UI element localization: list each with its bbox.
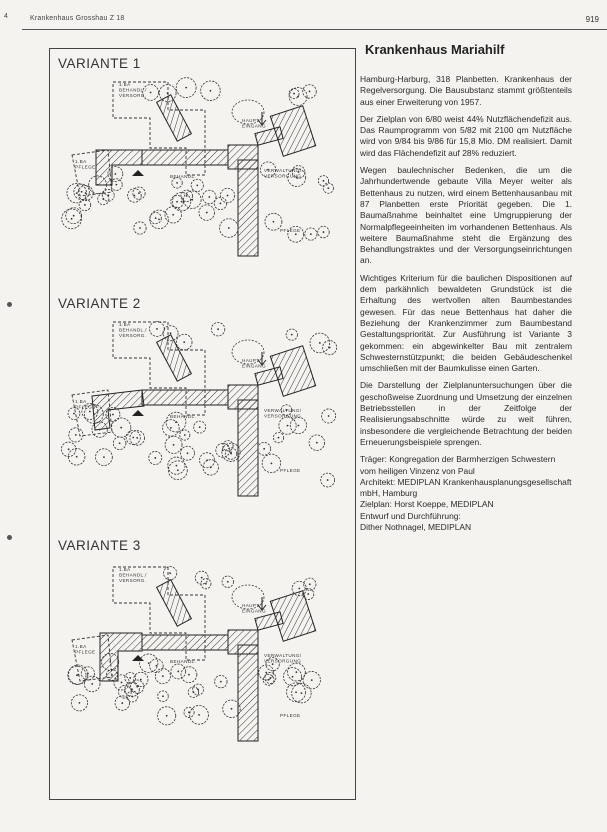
tree-trunk (77, 674, 79, 676)
building-ward-wing (238, 160, 258, 256)
building-admin (228, 385, 258, 409)
connector-label: BEHANDL. (170, 659, 197, 664)
tree-trunk (155, 665, 157, 667)
tree-trunk (309, 91, 311, 93)
admin-label: VERSORGUNG (264, 413, 302, 419)
tree-trunk (132, 437, 134, 439)
tree-trunk (188, 711, 190, 713)
tree-trunk (291, 334, 293, 336)
tree-trunk (222, 449, 224, 451)
tree-trunk (228, 227, 230, 229)
building-ward-wing (238, 400, 258, 496)
tree-trunk (173, 444, 175, 446)
tree-trunk (199, 426, 201, 428)
tree-symbol (69, 428, 83, 442)
tree-trunk (89, 411, 91, 413)
tree-symbol (176, 78, 196, 98)
tree-trunk (156, 328, 158, 330)
variant-1-title: VARIANTE 1 (58, 56, 141, 71)
tree-trunk (172, 214, 174, 216)
tree-symbol (102, 189, 114, 201)
tree-trunk (316, 442, 318, 444)
tree-symbol (265, 672, 276, 683)
tree-symbol (172, 178, 182, 188)
tree-trunk (323, 231, 325, 233)
site-plan-variant-1 (62, 78, 334, 256)
tree-trunk (76, 456, 78, 458)
tree-trunk (292, 676, 294, 678)
care-label: PFLEGE (75, 164, 96, 170)
tree-trunk (323, 180, 325, 182)
tree-trunk (170, 427, 172, 429)
entrance-label: EINGANG (242, 363, 266, 369)
running-head: Krankenhaus Grosshau Z 18 (30, 15, 125, 22)
expansion-label: VERSORG. (119, 332, 147, 338)
tree-trunk (287, 425, 289, 427)
tree-trunk (79, 702, 81, 704)
tree-symbol (273, 432, 283, 442)
tree-symbol (262, 454, 281, 473)
tree-trunk (295, 233, 297, 235)
tree-trunk (208, 196, 210, 198)
care-label: 1.BA (75, 399, 87, 404)
tree-symbol (158, 691, 169, 702)
variant-2-title: VARIANTE 2 (58, 296, 141, 311)
building-admin (228, 630, 258, 654)
tree-trunk (81, 191, 83, 193)
building-treatment (157, 95, 192, 141)
tree-symbol (220, 219, 239, 238)
tree-trunk (119, 442, 121, 444)
tree-trunk (205, 583, 207, 585)
tree-trunk (154, 457, 156, 459)
tree-symbol (203, 190, 217, 204)
tree-trunk (206, 459, 208, 461)
tree-trunk (150, 92, 152, 94)
tree-trunk (227, 581, 229, 583)
tree-symbol (134, 222, 146, 234)
tree-symbol (290, 417, 306, 433)
tree-trunk (73, 413, 75, 415)
expansion-label: VERSORG. (119, 92, 147, 98)
tree-trunk (185, 87, 187, 89)
ward-label: PFLEGE (280, 228, 301, 233)
corner-mark: 4 (4, 13, 8, 20)
tree-trunk (269, 677, 271, 679)
tree-trunk (99, 429, 101, 431)
tree-trunk (166, 715, 168, 717)
tree-trunk (139, 227, 141, 229)
care-label: 1.BA (75, 644, 87, 649)
tree-symbol (287, 663, 305, 681)
tree-trunk (111, 674, 113, 676)
tree-symbol (211, 322, 224, 335)
access-arrow (132, 170, 144, 176)
tree-symbol (128, 189, 142, 203)
tree-symbol (323, 341, 337, 355)
care-label: PFLEGE (75, 649, 96, 655)
tree-symbol (289, 89, 299, 99)
tree-trunk (198, 714, 200, 716)
tree-trunk (220, 681, 222, 683)
tree-trunk (327, 187, 329, 189)
tree-symbol (322, 409, 336, 423)
tree-trunk (328, 415, 330, 417)
tree-trunk (263, 448, 265, 450)
tree-trunk (158, 218, 160, 220)
tree-symbol (140, 654, 158, 672)
tree-trunk (107, 194, 109, 196)
tree-symbol (303, 671, 320, 688)
building-connector (142, 150, 228, 165)
tree-symbol (184, 707, 194, 717)
tree-trunk (76, 192, 78, 194)
tree-symbol (180, 430, 190, 440)
care-label: PFLEGE (75, 404, 96, 410)
tree-trunk (319, 342, 321, 344)
tree-symbol (216, 443, 230, 457)
tree-symbol (127, 691, 138, 702)
entrance-label: HAUPT- (242, 603, 262, 608)
article-paragraph: Die Darstellung der Zielplanuntersuchungen über die geschoßweise Zuordnung und Umsetzung der einzelnen Betriebsstellen in der Zeitfolge der Realisierungsabschnitte würde zu weit führen, insbesondere die vergleichende Betrachtung der beiden Erneuerungsbeispiele sprengen. (360, 380, 572, 447)
tree-trunk (109, 661, 111, 663)
tree-symbol (305, 228, 317, 240)
tree-symbol (163, 567, 176, 580)
tree-trunk (129, 677, 131, 679)
tree-trunk (177, 469, 179, 471)
building-treatment (157, 580, 192, 626)
tree-symbol (203, 460, 218, 475)
expansion-label: BEHANDL./ (119, 327, 147, 333)
access-arrow (132, 655, 144, 661)
access-arrow (132, 410, 144, 416)
tree-trunk (73, 215, 75, 217)
connector-label: BEHANDL. (170, 414, 197, 419)
tree-symbol (68, 448, 85, 465)
tree-trunk (273, 221, 275, 223)
tree-symbol (321, 473, 335, 487)
tree-trunk (217, 328, 219, 330)
tree-symbol (190, 706, 209, 725)
page-number: 919 (585, 15, 599, 24)
tree-trunk (206, 212, 208, 214)
tree-symbol (150, 659, 164, 673)
tree-trunk (191, 199, 193, 201)
tree-trunk (136, 437, 138, 439)
tree-symbol (259, 665, 274, 680)
tree-trunk (162, 675, 164, 677)
tree-trunk (176, 201, 178, 203)
credits-block (360, 454, 572, 533)
tree-symbol (130, 431, 145, 446)
article-body (360, 74, 572, 533)
tree-trunk (176, 182, 178, 184)
tree-trunk (121, 682, 123, 684)
tree-symbol (318, 176, 328, 186)
tree-symbol (191, 179, 203, 191)
tree-trunk (134, 195, 136, 197)
tree-symbol (71, 695, 87, 711)
tree-trunk (162, 695, 164, 697)
expansion-label: BEHANDL./ (119, 572, 147, 578)
tree-trunk (231, 708, 233, 710)
tree-symbol (200, 453, 215, 468)
tree-trunk (68, 448, 70, 450)
tree-symbol (201, 81, 221, 101)
tree-trunk (197, 689, 199, 691)
tree-trunk (131, 696, 133, 698)
tree-trunk (84, 204, 86, 206)
tree-symbol (286, 329, 297, 340)
tree-trunk (181, 201, 183, 203)
tree-trunk (295, 691, 297, 693)
tree-symbol (113, 437, 126, 450)
tree-trunk (298, 588, 300, 590)
tree-trunk (327, 479, 329, 481)
tree-symbol (112, 418, 131, 437)
tree-symbol (165, 207, 181, 223)
connector-label: BEHANDL. (170, 174, 197, 179)
tree-symbol (181, 446, 195, 460)
tree-trunk (230, 453, 232, 455)
tree-trunk (210, 90, 212, 92)
tree-symbol (304, 578, 316, 590)
tree-symbol (222, 576, 233, 587)
tree-symbol (163, 420, 180, 437)
credit-target-plan: Zielplan: Horst Koeppe, MEDIPLAN (360, 499, 494, 510)
tree-symbol (176, 334, 192, 350)
tree-symbol (194, 421, 206, 433)
tree-trunk (170, 332, 172, 334)
tree-trunk (138, 192, 140, 194)
credit-architect: Architekt: MEDIPLAN Krankenhausplanungsgesellschaft mbH, Hamburg (360, 476, 572, 499)
admin-label: VERWALTUNG/ (264, 168, 302, 173)
tree-trunk (112, 414, 114, 416)
admin-label: VERSORGUNG (264, 658, 302, 664)
article-paragraph: Wegen baulechnischer Bedenken, die um die Jahrhundertwende gebaute Villa Meyer weiter als Bettenhaus zu nutzen, wird einem Bettenhausanbau mit 87 Planbetten erste Priorität gegeben. Die 1. Baumaßnahme beinhaltet eine Umgruppierung der Normalpflegeeinheiten im vorhandenen Bettenhaus. Als weitere Baumaßnahme steht die Ergänzung des Behandlungstraktes und der Versorgungseinrichtungen an. (360, 165, 572, 266)
tree-trunk (272, 663, 274, 665)
tree-symbol (222, 443, 240, 461)
tree-trunk (169, 572, 171, 574)
tree-symbol (149, 451, 162, 464)
expansion-label: 1.BA (119, 322, 131, 327)
tree-trunk (131, 688, 133, 690)
tree-symbol (310, 333, 330, 353)
article-paragraph: Der Zielplan von 6/80 weist 44% Nutzflächendefizit aus. Das Raumprogramm von 5/82 mit 2100 qm Nutzfläche wird von 9/84 bis 9/86 für 15,8 Mio. DM realisiert. Damit wird das Flächendefizit auf 28% reduziert. (360, 113, 572, 158)
tree-trunk (148, 662, 150, 664)
building-connector (142, 390, 228, 405)
tree-trunk (298, 425, 300, 427)
admin-label: VERWALTUNG/ (264, 408, 302, 413)
entrance-label: HAUPT- (242, 358, 262, 363)
tree-symbol (98, 194, 109, 205)
tree-trunk (114, 173, 116, 175)
tree-trunk (177, 671, 179, 673)
tree-symbol (195, 571, 208, 584)
tree-trunk (268, 679, 270, 681)
tree-trunk (278, 437, 280, 439)
tree-trunk (293, 93, 295, 95)
article-paragraph: Hamburg-Harburg, 318 Planbetten. Krankenhaus der Regelversorgung. Die Bausubstanz stammt größtenteils aus einer Erweiterung von 1957. (360, 74, 572, 107)
tree-trunk (311, 679, 313, 681)
site-plan-variant-3 (68, 567, 321, 741)
tree-trunk (220, 203, 222, 205)
tree-trunk (155, 217, 157, 219)
tree-trunk (184, 434, 186, 436)
tree-trunk (120, 427, 122, 429)
tree-trunk (167, 92, 169, 94)
tree-trunk (91, 683, 93, 685)
tree-trunk (271, 462, 273, 464)
tree-trunk (301, 692, 303, 694)
tree-symbol (150, 322, 165, 337)
tree-symbol (96, 449, 113, 466)
article-paragraph: Wichtiges Kriterium für die baulichen Dispositionen auf dem parkähnlich bewaldeten Grundstück ist die Erhaltung des wertvollen alten Baumbestandes gewesen. Für das neue Bettenhaus hat daher die Beziehung der Krankenzimmer zum Baumbestand Gestaltungspriorität. Zur Ausführung ist Variante 3 gekommen: ein abgewinkelter Bau mit zentralem Schwesternstützpunkt; die beiden Gebäudeschenkel umschließen mit der Baumkulisse einen Garten. (360, 272, 572, 374)
tree-symbol (66, 208, 82, 224)
tree-symbol (165, 436, 182, 453)
ward-label: PFLEGE (280, 468, 301, 473)
tree-trunk (115, 184, 117, 186)
tree-trunk (196, 184, 198, 186)
site-plan-variant-2 (61, 322, 336, 496)
credit-sponsor: Träger: Kongregation der Barmherzigen Schwestern vom heiligen Vinzenz von Paul (360, 454, 556, 476)
tree-trunk (265, 672, 267, 674)
credit-design-label: Entwurf und Durchführung: (360, 510, 461, 521)
tree-trunk (201, 577, 203, 579)
variant-3-title: VARIANTE 3 (58, 538, 141, 553)
entrance-label: EINGANG (242, 608, 266, 614)
entrance-label: HAUPT- (242, 118, 262, 123)
expansion-label: VERSORG. (119, 577, 147, 583)
building-admin (228, 145, 258, 169)
tree-symbol (69, 665, 88, 684)
tree-symbol (292, 683, 311, 702)
tree-symbol (126, 430, 140, 444)
tree-trunk (140, 679, 142, 681)
tree-trunk (183, 341, 185, 343)
tree-trunk (97, 184, 99, 186)
tree-symbol (62, 209, 82, 229)
tree-trunk (103, 456, 105, 458)
tree-symbol (199, 205, 215, 221)
tree-trunk (187, 452, 189, 454)
tree-symbol (318, 226, 329, 237)
tree-symbol (309, 435, 325, 451)
tree-trunk (71, 218, 73, 220)
tree-symbol (171, 664, 186, 679)
building-ward-wing (238, 645, 258, 741)
tree-symbol (323, 183, 333, 193)
ward-label: PFLEGE (280, 713, 301, 718)
admin-label: VERSORGUNG (264, 173, 302, 179)
tree-trunk (310, 233, 312, 235)
tree-symbol (201, 579, 211, 589)
expansion-label: BEHANDL./ (119, 87, 147, 93)
tree-symbol (155, 668, 170, 683)
tree-trunk (186, 195, 188, 197)
tree-trunk (227, 195, 229, 197)
tree-trunk (307, 593, 309, 595)
tree-trunk (296, 671, 298, 673)
tree-trunk (93, 413, 95, 415)
credit-design-name: Dither Nothnagel, MEDIPLAN (360, 521, 472, 532)
tree-symbol (193, 684, 204, 695)
article-title: Krankenhaus Mariahilf (365, 42, 505, 57)
tree-symbol (181, 667, 197, 683)
care-label: 1.BA (75, 159, 87, 164)
building-connector (142, 635, 228, 650)
admin-label: VERWALTUNG/ (264, 653, 302, 658)
tree-symbol (303, 85, 317, 99)
expansion-label: 1.BA (119, 82, 131, 87)
tree-symbol (168, 457, 185, 474)
tree-symbol (220, 188, 234, 202)
tree-trunk (121, 702, 123, 704)
building-treatment (157, 335, 192, 381)
tree-symbol (158, 707, 176, 725)
tree-trunk (309, 583, 311, 585)
tree-symbol (258, 442, 271, 455)
expansion-label: 1.BA (119, 567, 131, 572)
entrance-label: EINGANG (242, 123, 266, 129)
tree-trunk (75, 434, 77, 436)
tree-trunk (176, 465, 178, 467)
tree-trunk (188, 674, 190, 676)
tree-symbol (215, 675, 227, 687)
